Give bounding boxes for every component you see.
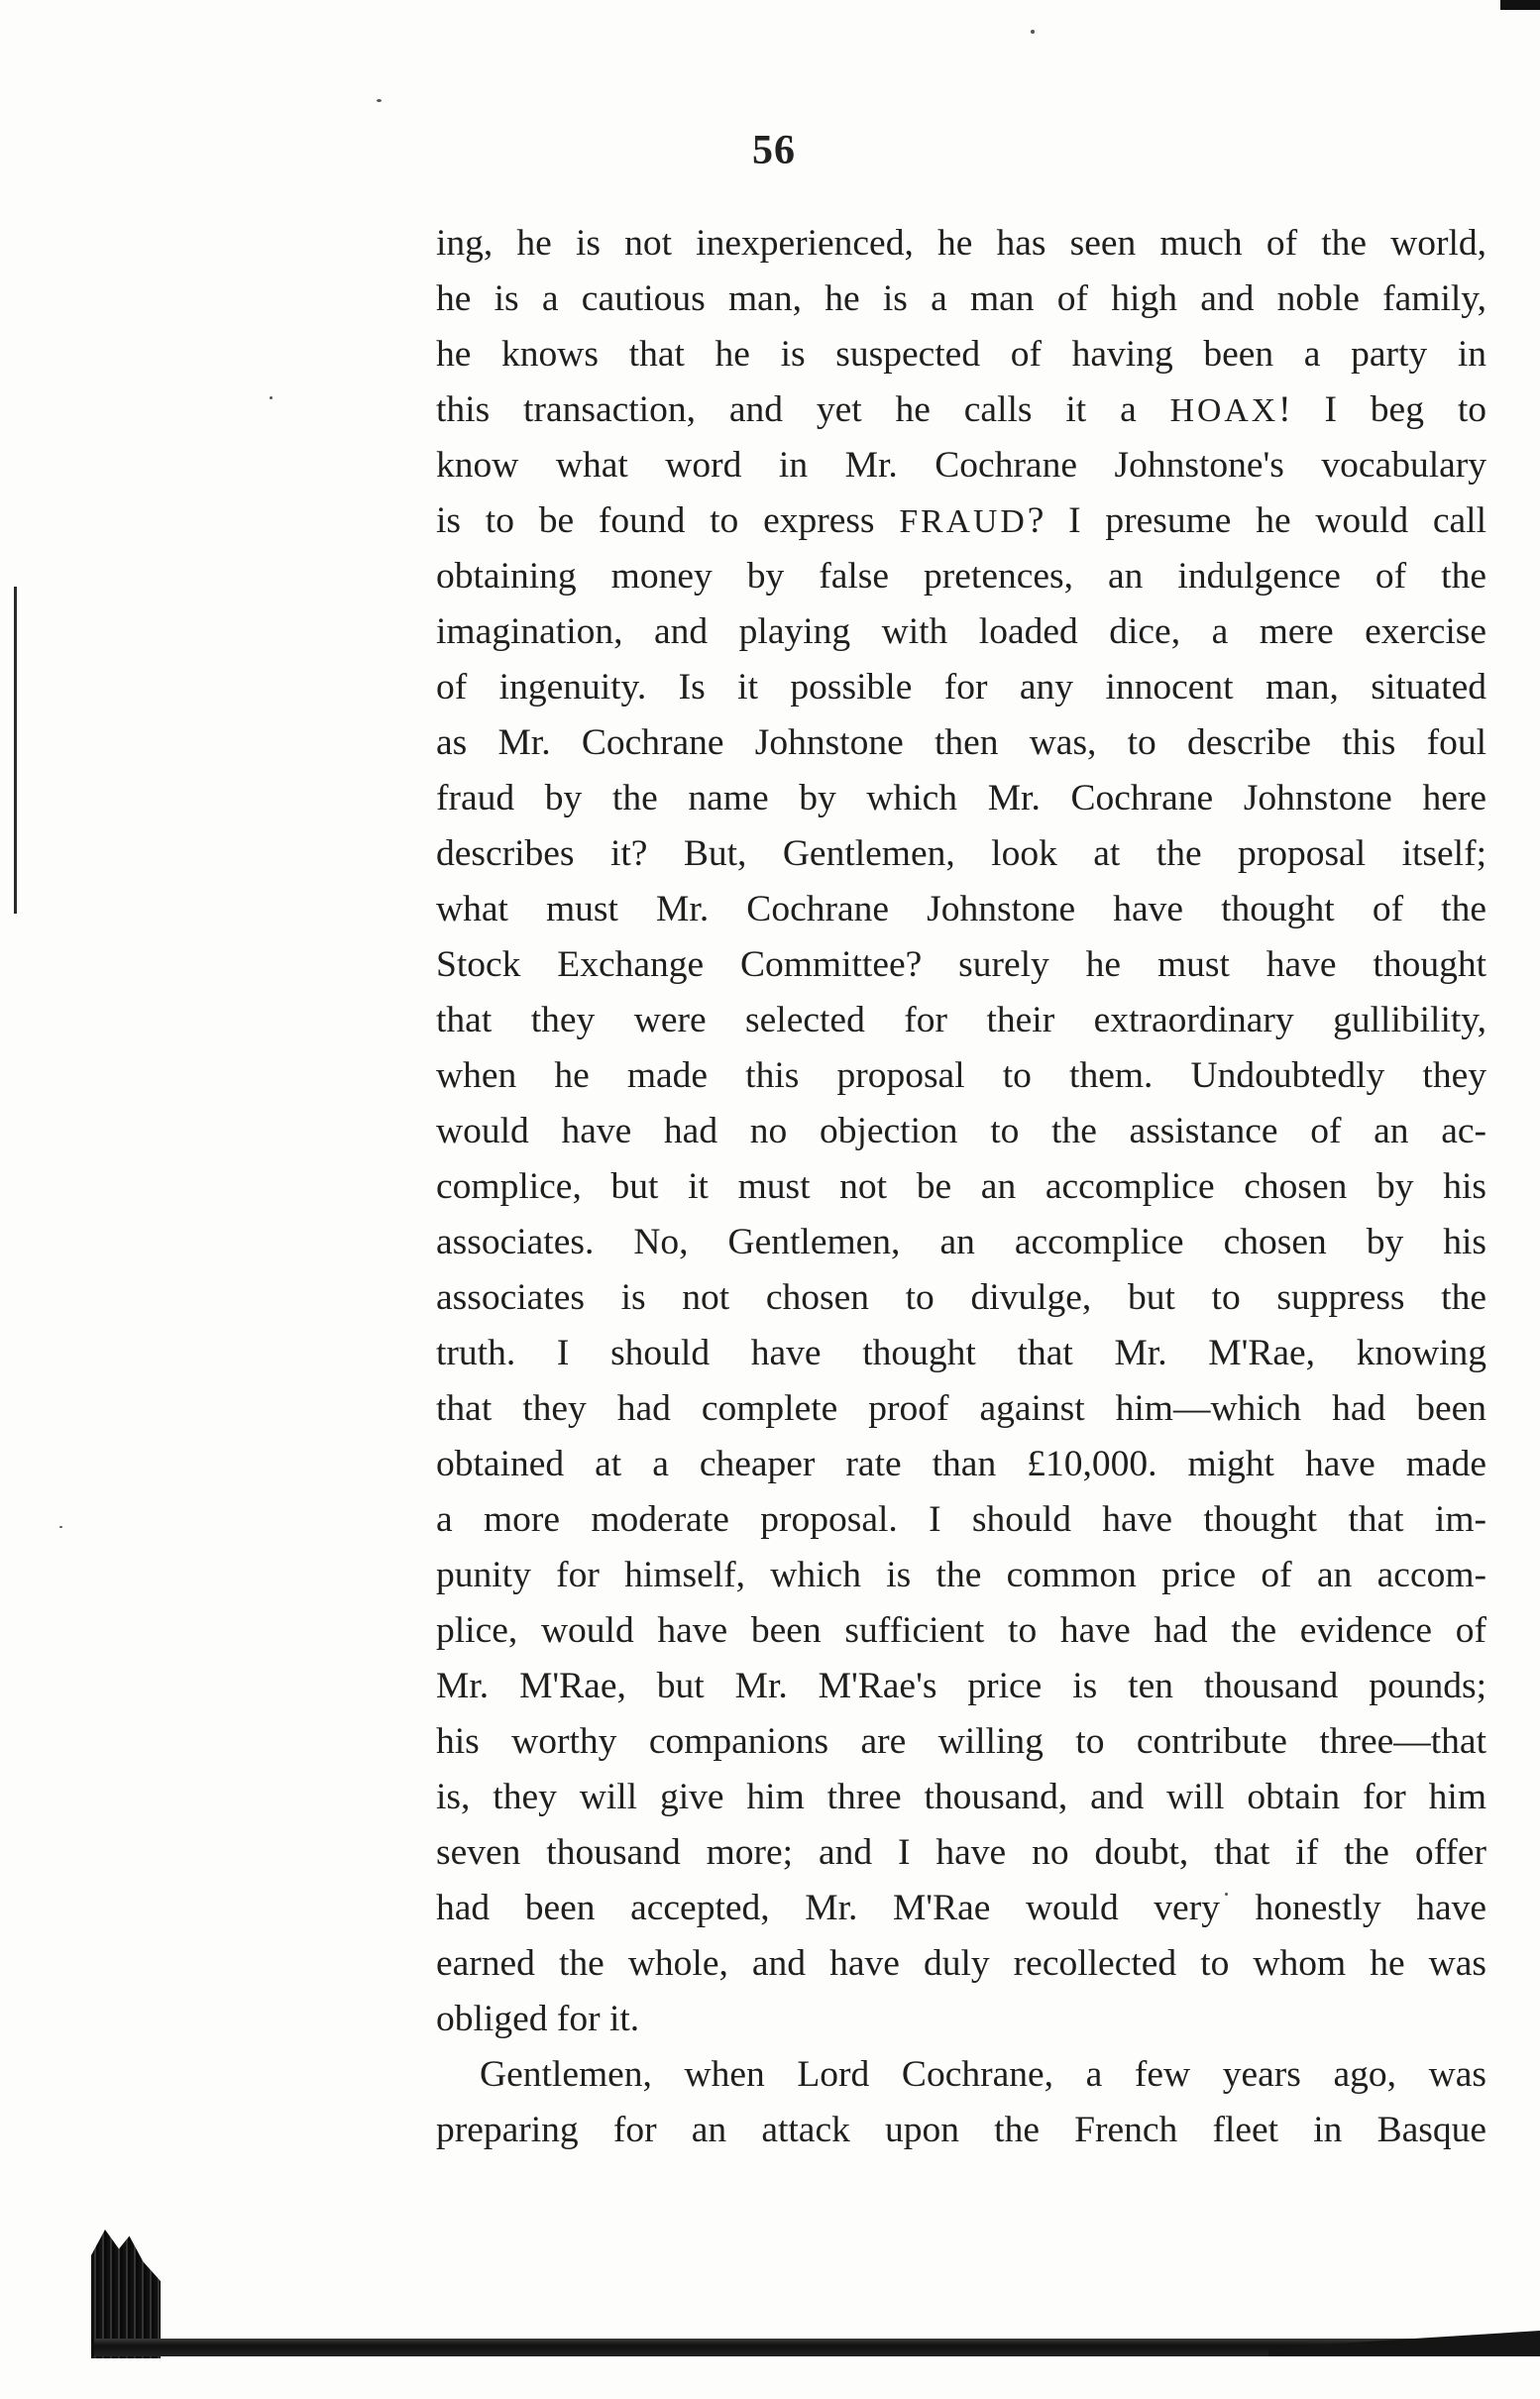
margin-rule xyxy=(14,587,17,914)
text-line: of ingenuity. Is it possible for any innocent man, situated xyxy=(436,667,1486,708)
text-line: truth. I should have thought that Mr. M'Rae, knowing xyxy=(436,1333,1486,1373)
small-caps-word: FRAUD xyxy=(899,503,1028,540)
text-line: what must Mr. Cochrane Johnstone have thought of the xyxy=(436,889,1486,929)
body-text xyxy=(436,216,1486,2158)
text-line: had been accepted, Mr. M'Rae would very honestly have xyxy=(436,1888,1486,1928)
text-line: he knows that he is suspected of having been a party in xyxy=(436,334,1486,375)
scan-corner-mark xyxy=(1500,0,1540,10)
text-line: obtained at a cheaper rate than £10,000. might have made xyxy=(436,1444,1486,1484)
text-line: would have had no objection to the assistance of an ac- xyxy=(436,1111,1486,1151)
text-line: know what word in Mr. Cochrane Johnstone's vocabulary xyxy=(436,445,1486,486)
page-number: 56 xyxy=(752,128,796,173)
text-line: a more moderate proposal. I should have thought that im- xyxy=(436,1499,1486,1540)
text-line: when he made this proposal to them. Undoubtedly they xyxy=(436,1055,1486,1096)
text-line: obtaining money by false pretences, an indulgence of the xyxy=(436,556,1486,597)
text-line: as Mr. Cochrane Johnstone then was, to describe this foul xyxy=(436,722,1486,763)
text-line: is, they will give him three thousand, and will obtain for him xyxy=(436,1777,1486,1817)
text-line: that they were selected for their extraordinary gullibility, xyxy=(436,1000,1486,1040)
text-line: Stock Exchange Committee? surely he must have thought xyxy=(436,944,1486,985)
text-line: imagination, and playing with loaded dice, a mere exercise xyxy=(436,611,1486,652)
text-line: Mr. M'Rae, but Mr. M'Rae's price is ten thousand pounds; xyxy=(436,1666,1486,1706)
small-caps-word: HOAX xyxy=(1169,392,1279,429)
text-line: this transaction, and yet he calls it a HOAX! I beg to xyxy=(436,389,1486,430)
text-line: is to be found to express FRAUD? I presume he would call xyxy=(436,500,1486,541)
text-line: obliged for it. xyxy=(436,1999,640,2039)
text-line: that they had complete proof against him—which had been xyxy=(436,1388,1486,1429)
scan-speck xyxy=(59,1526,62,1528)
text-line: he is a cautious man, he is a man of high and noble family, xyxy=(436,278,1486,319)
text-line: describes it? But, Gentlemen, look at the proposal itself; xyxy=(436,833,1486,874)
scan-speck xyxy=(1031,30,1035,34)
text-line: plice, would have been sufficient to have had the evidence of xyxy=(436,1610,1486,1651)
text-line: earned the whole, and have duly recollected to whom he was xyxy=(436,1943,1486,1984)
scan-speck xyxy=(377,99,382,102)
text-line: seven thousand more; and I have no doubt, that if the offer xyxy=(436,1832,1486,1873)
text-line: associates. No, Gentlemen, an accomplice chosen by his xyxy=(436,1222,1486,1262)
text-line: Gentlemen, when Lord Cochrane, a few years ago, was xyxy=(480,2054,1486,2095)
text-line: his worthy companions are willing to contribute three—that xyxy=(436,1721,1486,1762)
text-line: complice, but it must not be an accomplice chosen by his xyxy=(436,1166,1486,1207)
text-line: punity for himself, which is the common price of an accom- xyxy=(436,1555,1486,1595)
text-line: ing, he is not inexperienced, he has seen much of the world, xyxy=(436,223,1486,264)
text-line: fraud by the name by which Mr. Cochrane Johnstone here xyxy=(436,778,1486,818)
text-line: associates is not chosen to divulge, but to suppress the xyxy=(436,1277,1486,1318)
text-line: preparing for an attack upon the French fleet in Basque xyxy=(436,2110,1486,2150)
scan-speck xyxy=(270,396,273,399)
